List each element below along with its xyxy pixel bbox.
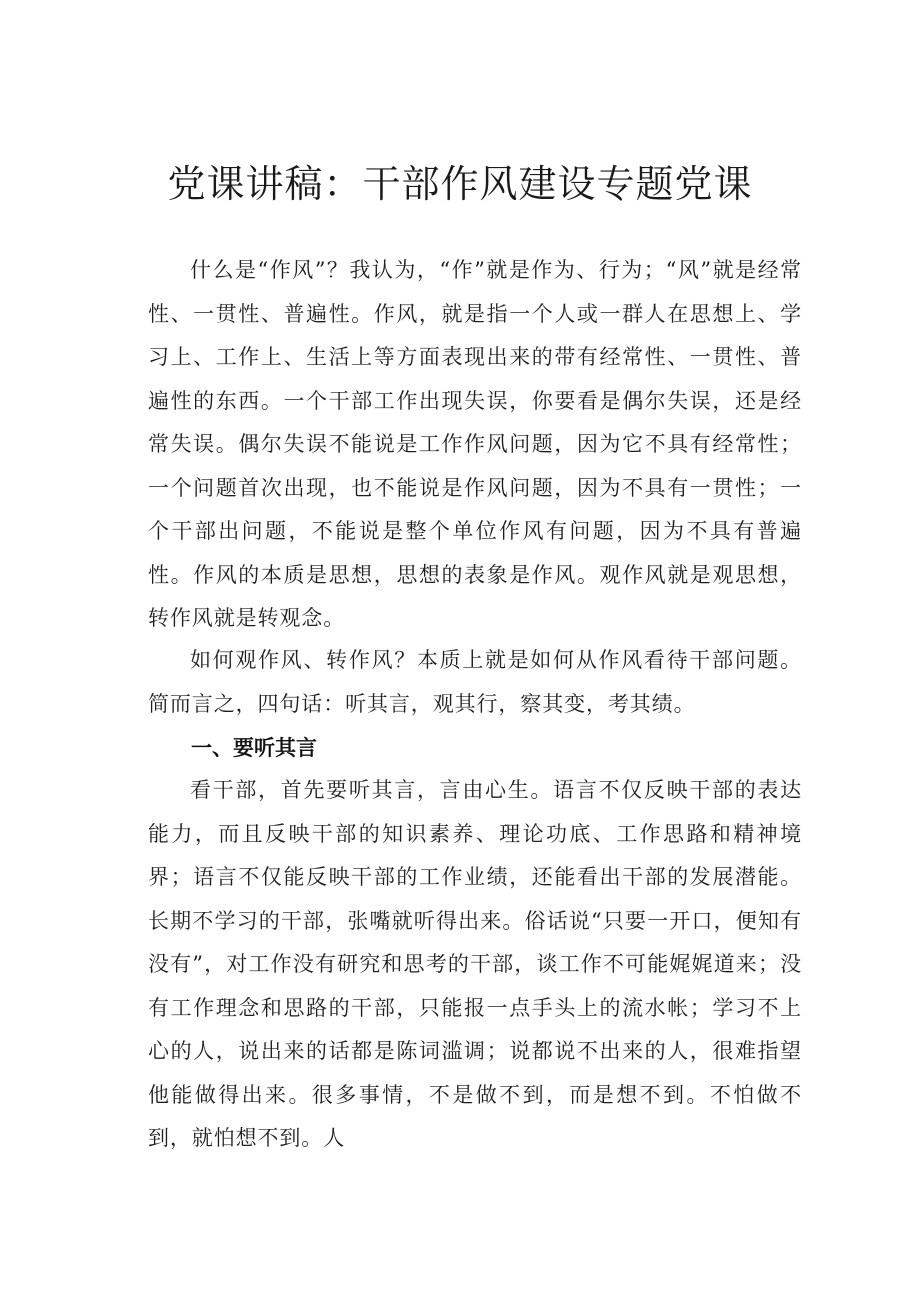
section-heading-listen: 一、要听其言 [191, 736, 317, 760]
paragraph-how-to-observe: 如何观作风、转作风？本质上就是如何从作风看待干部问题。简而言之，四句话：听其言，观其行，察其变，考其绩。 [148, 648, 802, 716]
document-title: 党课讲稿：干部作风建设专题党课 [167, 162, 753, 206]
paragraph-what-is-style: 什么是“作风”？我认为，“作”就是作为、行为；“风”就是经常性、一贯性、普遍性。作风，就是指一个人或一群人在思想上、学习上、工作上、生活上等方面表现出来的带有经常性、一贯性、普遍性的东西。一个干部工作出现失误，你要看是偶尔失误，还是经常失误。偶尔失误不能说是工作作风问题，因为它不具有经常性；一个问题首次出现，也不能说是作风问题，因为不具有一贯性；一个干部出问题，不能说是整个单位作风有问题，因为不具有普遍性。作风的本质是思想，思想的表象是作风。观作风就是观思想，转作风就是转观念。 [148, 258, 802, 630]
paragraph-listen-words: 看干部，首先要听其言，言由心生。语言不仅反映干部的表达能力，而且反映干部的知识素养、理论功底、工作思路和精神境界；语言不仅能反映干部的工作业绩，还能看出干部的发展潜能。长期不学习的干部，张嘴就听得出来。俗话说“只要一开口，便知有没有”，对工作没有研究和思考的干部，谈工作不可能娓娓道来；没有工作理念和思路的干部，只能报一点手头上的流水帐；学习不上心的人，说出来的话都是陈词滥调；说都说不出来的人，很难指望他能做得出来。很多事情，不是做不到，而是想不到。不怕做不到，就怕想不到。人 [148, 778, 802, 1150]
